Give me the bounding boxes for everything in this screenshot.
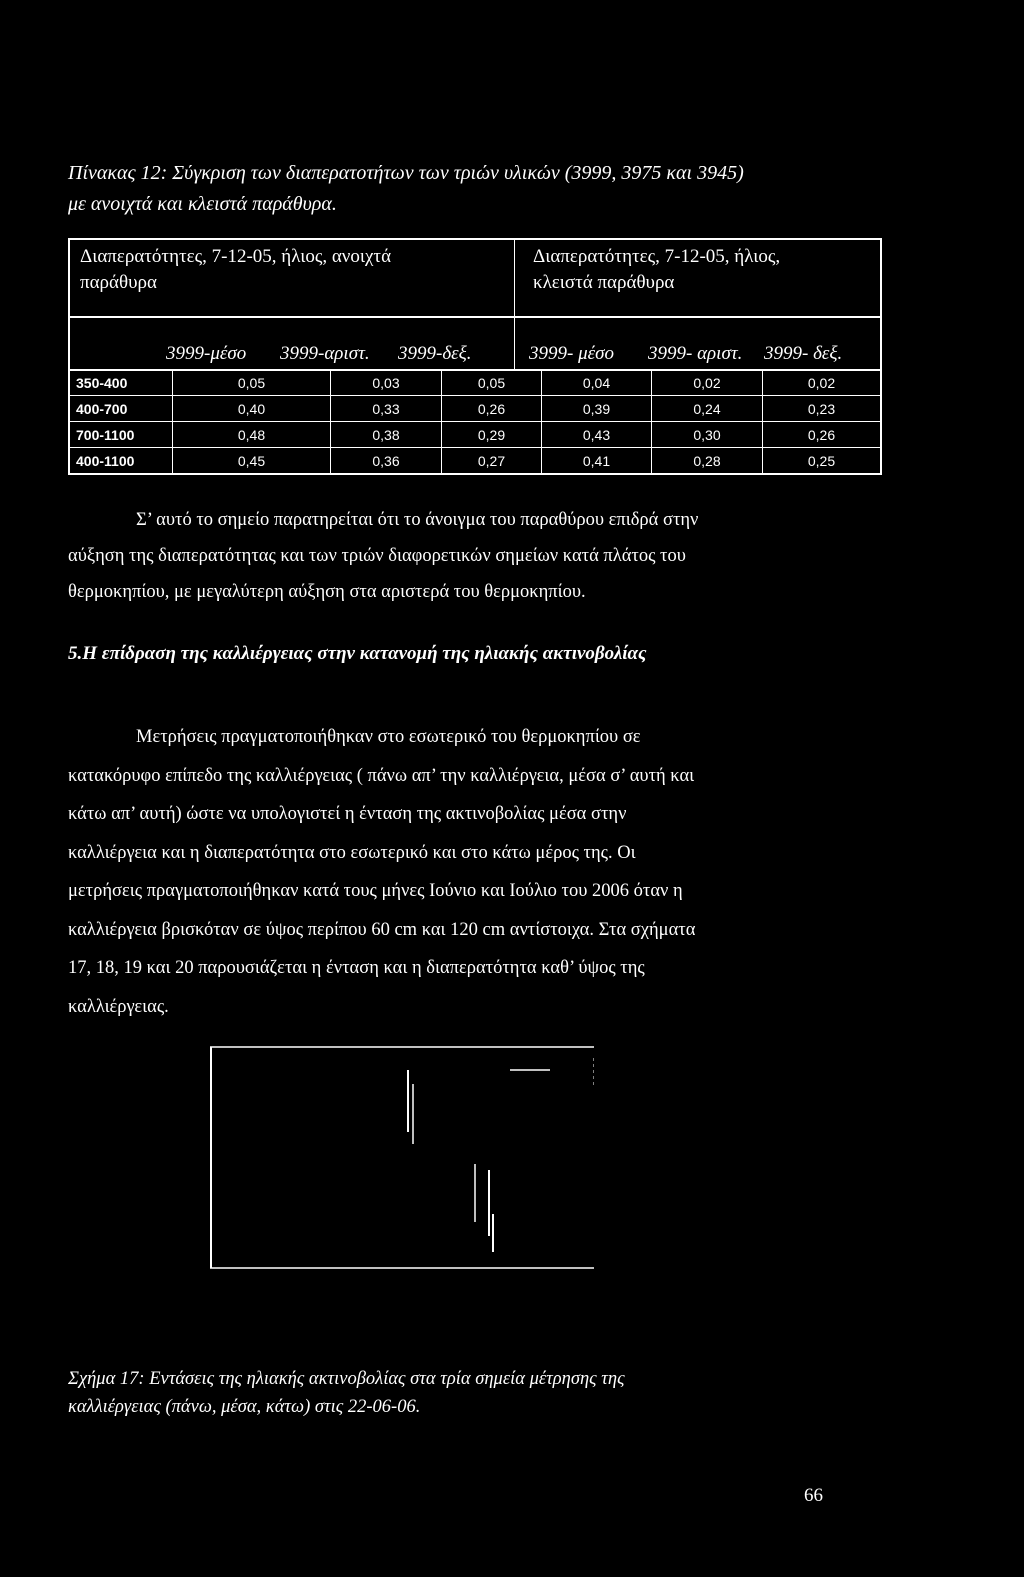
table-cell: 0,25 [807, 453, 836, 469]
subheader-open-left: 3999-αριστ. [280, 343, 370, 364]
row-label: 350-400 [76, 375, 128, 391]
paragraph-line: 17, 18, 19 και 20 παρουσιάζεται η ένταση και η διαπερατότητα καθ’ ύψος της [68, 958, 645, 978]
subheader-closed-left: 3999- αριστ. [648, 343, 743, 364]
row-label: 400-700 [76, 401, 128, 417]
group-header-open-line-2: παράθυρα [80, 272, 157, 293]
permeability-table [68, 238, 882, 475]
table-header-divider [68, 316, 882, 318]
table-cell: 0,36 [372, 453, 400, 469]
paragraph-line: μετρήσεις πραγματοποιήθηκαν κατά τους μήνες Ιούνιο και Ιούλιο του 2006 όταν η [68, 881, 683, 901]
table-cell: 0,29 [477, 427, 506, 443]
table-cell: 0,39 [582, 401, 611, 417]
table-cell: 0,23 [807, 401, 836, 417]
table-cell: 0,05 [477, 375, 506, 391]
group-header-closed-line-2: κλειστά παράθυρα [533, 272, 675, 293]
table-cell: 0,38 [372, 427, 400, 443]
table-cell: 0,30 [693, 427, 721, 443]
paragraph-observation [68, 502, 842, 610]
table-cell: 0,41 [582, 453, 611, 469]
paragraph-line: Μετρήσεις πραγματοποιήθηκαν στο εσωτερικό του θερμοκηπίου σε [136, 727, 641, 747]
paragraph-line: κατακόρυφο επίπεδο της καλλιέργειας ( πάνω απ’ την καλλιέργεια, μέσα σ’ αυτή και [68, 765, 695, 786]
table-cell: 0,26 [477, 401, 506, 417]
table-cell: 0,24 [693, 401, 721, 417]
group-header-closed-windows [533, 244, 873, 296]
paragraph-line: αύξηση της διαπερατότητας και των τριών διαφορετικών σημείων κατά πλάτος του [68, 546, 686, 566]
table-caption-line-1: Πίνακας 12: Σύγκριση των διαπερατοτήτων των τριών υλικών (3999, 3975 και 3945) [68, 162, 744, 184]
table-cell: 0,48 [237, 427, 266, 443]
page-number: 66 [804, 1485, 823, 1506]
group-header-open-line-1: Διαπερατότητες, 7-12-05, ήλιος, ανοιχτά [80, 246, 392, 267]
table-border-top [68, 238, 882, 240]
table-cell: 0,43 [582, 427, 611, 443]
figure-17-frame [210, 1046, 594, 1270]
figure-caption-line-2: καλλιέργειας (πάνω, μέσα, κάτω) στις 22-06-06. [68, 1397, 421, 1417]
table-cell: 0,05 [237, 375, 266, 391]
table-cell: 0,02 [807, 375, 836, 391]
paragraph-line: καλλιέργεια βρισκόταν σε ύψος περίπου 60 cm και 120 cm αντίστοιχα. Στα σχήματα [68, 919, 696, 940]
paragraph-line: Σ’ αυτό το σημείο παρατηρείται ότι το άνοιγμα του παραθύρου επιδρά στην [136, 510, 699, 530]
row-label: 700-1100 [76, 427, 135, 443]
table-cell: 0,04 [582, 375, 611, 391]
paragraph-line: θερμοκηπίου, με μεγαλύτερη αύξηση στα αριστερά του θερμοκηπίου. [68, 582, 586, 602]
table-cell: 0,40 [237, 401, 266, 417]
table-caption [68, 158, 868, 220]
section-heading: 5.Η επίδραση της καλλιέργειας στην κατανομή της ηλιακής ακτινοβολίας [68, 643, 647, 664]
paragraph-line: καλλιέργειας. [68, 996, 169, 1017]
subheader-closed-middle: 3999- μέσο [529, 343, 614, 364]
table-cell: 0,27 [477, 453, 506, 469]
subheader-open-middle: 3999-μέσο [166, 343, 247, 364]
group-header-open-windows [80, 244, 500, 296]
table-border-right [880, 238, 882, 475]
paragraph-measurements [68, 718, 842, 1026]
table-cell: 0,03 [372, 375, 400, 391]
subheader-open-right: 3999-δεξ. [398, 343, 472, 364]
table-caption-line-2: με ανοιχτά και κλειστά παράθυρα. [68, 193, 337, 215]
table-cell: 0,26 [807, 427, 836, 443]
table-cell: 0,28 [693, 453, 721, 469]
paragraph-line: καλλιέργεια και η διαπερατότητα στο εσωτερικό και στο κάτω μέρος της. Οι [68, 842, 636, 863]
group-header-closed-line-1: Διαπερατότητες, 7-12-05, ήλιος, [533, 246, 781, 267]
figure-caption-line-1: Σχήμα 17: Εντάσεις της ηλιακής ακτινοβολίας στα τρία σημεία μέτρησης της [68, 1369, 625, 1389]
figure-caption [68, 1365, 828, 1421]
row-label: 400-1100 [76, 453, 135, 469]
table-group-divider [514, 238, 515, 369]
table-cell: 0,45 [237, 453, 266, 469]
table-cell: 0,33 [372, 401, 400, 417]
subheader-closed-right: 3999- δεξ. [764, 343, 843, 364]
table-cell: 0,02 [693, 375, 721, 391]
paragraph-line: κάτω απ’ αυτή) ώστε να υπολογιστεί η ένταση της ακτινοβολίας μέσα στην [68, 804, 627, 824]
